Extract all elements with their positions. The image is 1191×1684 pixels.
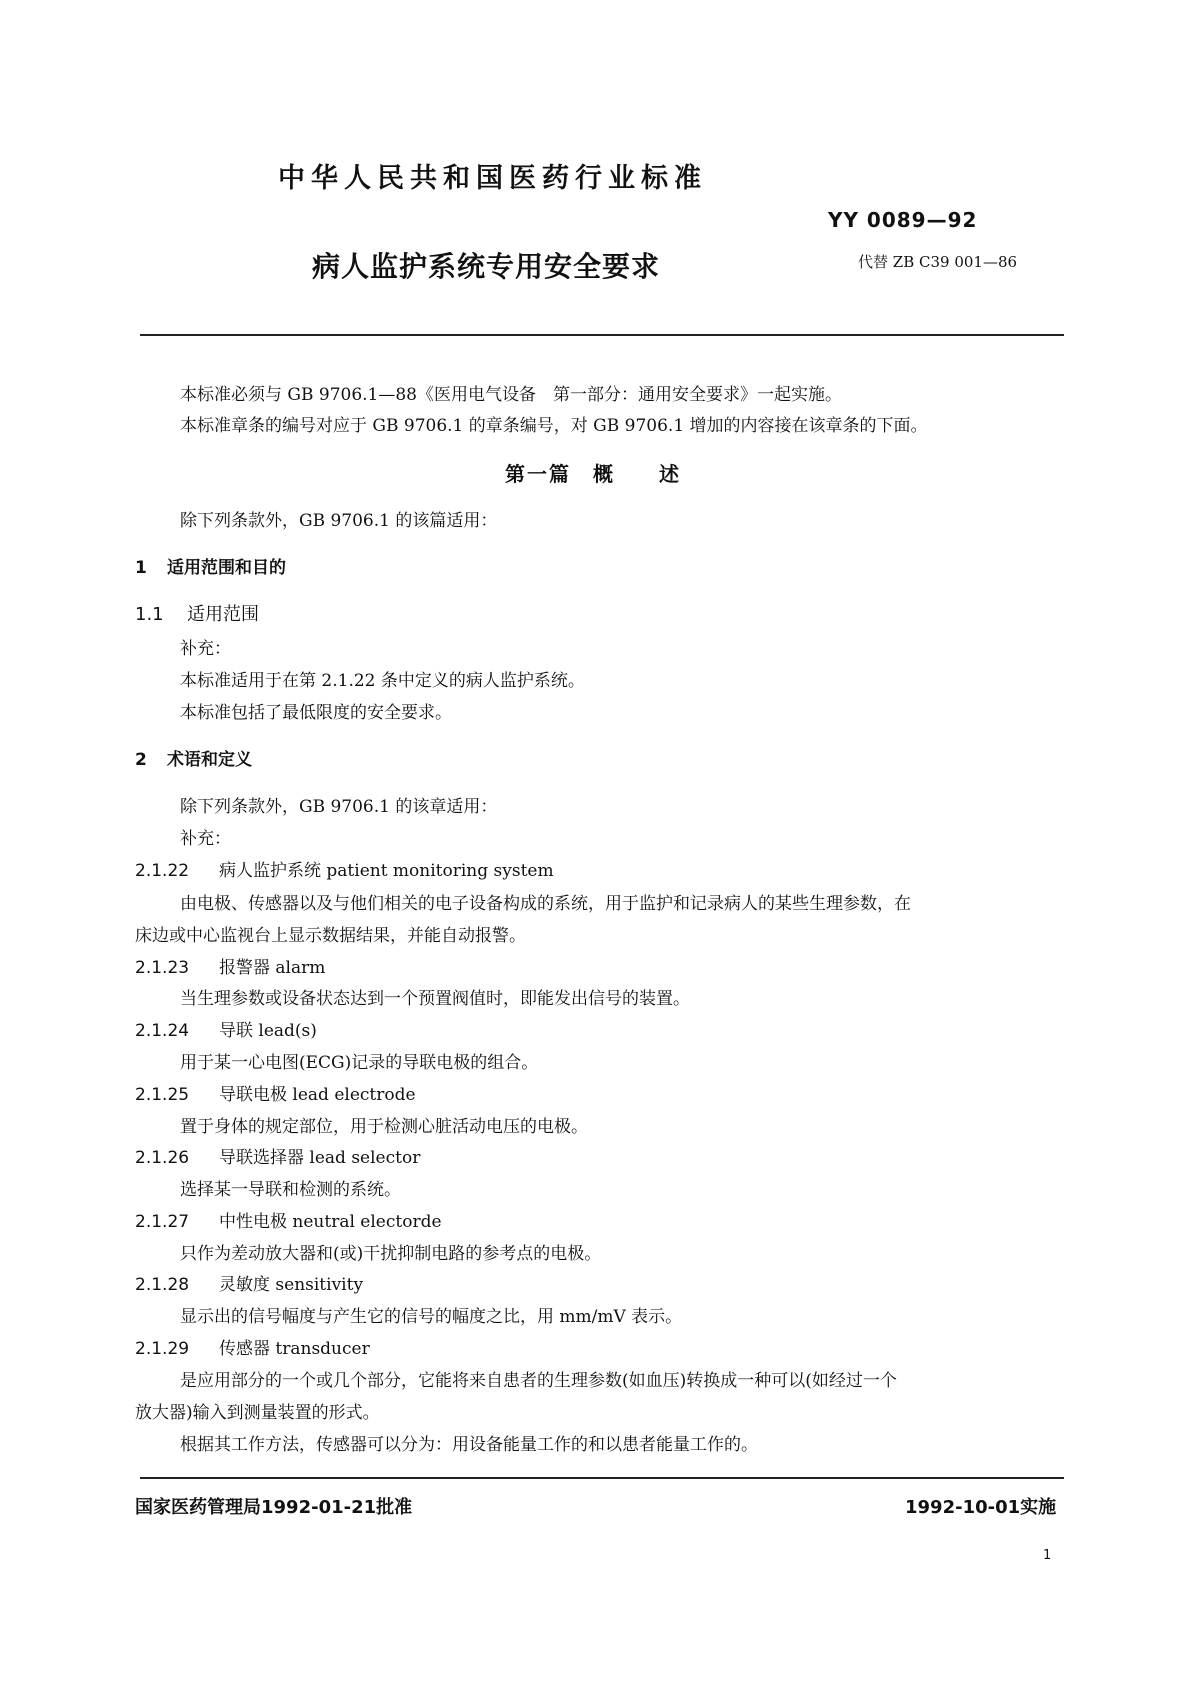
definition-text: 根据其工作方法，传感器可以分为：用设备能量工作的和以患者能量工作的。	[180, 1435, 758, 1455]
definition-heading	[135, 856, 554, 881]
definition-term: 导联选择器 lead selector	[219, 1148, 421, 1168]
section-number: 2	[135, 750, 147, 770]
definition-heading	[135, 1207, 442, 1232]
part-note: 除下列条款外，GB 9706.1 的该篇适用：	[180, 511, 498, 531]
definition-heading	[135, 1016, 317, 1041]
section-2-line: 补充：	[180, 829, 231, 849]
subsection-line: 本标准适用于在第 2.1.22 条中定义的病人监护系统。	[180, 671, 585, 691]
definition-term: 病人监护系统 patient monitoring system	[219, 861, 554, 881]
header-rule	[140, 334, 1064, 336]
section-2-line: 除下列条款外，GB 9706.1 的该章适用：	[180, 797, 498, 817]
definition-text: 床边或中心监视台上显示数据结果，并能自动报警。	[135, 926, 526, 946]
definition-text: 由电极、传感器以及与他们相关的电子设备构成的系统，用于监护和记录病人的某些生理参数，在	[180, 894, 911, 914]
intro-line-1: 本标准必须与 GB 9706.1—88《医用电气设备 第一部分：通用安全要求》一起实施。	[180, 385, 842, 405]
subsection-number: 1.1	[135, 604, 164, 625]
standard-code: YY 0089—92	[828, 208, 978, 232]
definition-text: 当生理参数或设备状态达到一个预置阀值时，即能发出信号的装置。	[180, 989, 690, 1009]
subsection-line: 补充：	[180, 639, 231, 659]
definition-number: 2.1.28	[135, 1275, 190, 1295]
definition-number: 2.1.22	[135, 861, 190, 881]
intro-line-2: 本标准章条的编号对应于 GB 9706.1 的章条编号，对 GB 9706.1 增加的内容接在该章条的下面。	[180, 416, 928, 436]
definition-number: 2.1.29	[135, 1339, 190, 1359]
replaces-note: 代替 ZB C39 001—86	[858, 253, 1018, 271]
section-title: 术语和定义	[167, 750, 252, 770]
definition-text: 置于身体的规定部位，用于检测心脏活动电压的电极。	[180, 1117, 588, 1137]
definition-term: 报警器 alarm	[219, 958, 326, 978]
section-2-heading	[135, 745, 252, 770]
footer-rule	[140, 1477, 1064, 1479]
definition-number: 2.1.25	[135, 1085, 190, 1105]
definition-text: 用于某一心电图(ECG)记录的导联电极的组合。	[180, 1053, 539, 1073]
definition-number: 2.1.23	[135, 958, 190, 978]
section-1-heading	[135, 553, 286, 578]
definition-text: 只作为差动放大器和(或)干扰抑制电路的参考点的电极。	[180, 1244, 602, 1264]
part-title: 第一篇 概 述	[505, 462, 681, 486]
standard-category: 中华人民共和国医药行业标准	[278, 163, 707, 194]
definition-term: 导联 lead(s)	[219, 1021, 317, 1041]
section-title: 适用范围和目的	[167, 558, 286, 578]
definition-number: 2.1.24	[135, 1021, 190, 1041]
implementation-date: 1992-10-01实施	[905, 1497, 1057, 1518]
section-number: 1	[135, 558, 147, 578]
definition-term: 灵敏度 sensitivity	[219, 1275, 364, 1295]
definition-number: 2.1.27	[135, 1212, 190, 1232]
definition-heading	[135, 1143, 420, 1168]
definition-heading	[135, 1270, 363, 1295]
document-title: 病人监护系统专用安全要求	[312, 250, 661, 283]
definition-text: 放大器)输入到测量装置的形式。	[135, 1403, 380, 1423]
subsection-title: 适用范围	[187, 604, 259, 625]
subsection-line: 本标准包括了最低限度的安全要求。	[180, 703, 452, 723]
page-number: 1	[1043, 1548, 1052, 1563]
definition-heading	[135, 1334, 370, 1359]
definition-text: 是应用部分的一个或几个部分，它能将来自患者的生理参数(如血压)转换成一种可以(如经过一个	[180, 1371, 897, 1391]
definition-heading	[135, 953, 325, 978]
definition-heading	[135, 1080, 416, 1105]
definition-number: 2.1.26	[135, 1148, 190, 1168]
definition-text: 显示出的信号幅度与产生它的信号的幅度之比，用 mm/mV 表示。	[180, 1307, 683, 1327]
definition-term: 中性电极 neutral electorde	[219, 1212, 442, 1232]
definition-term: 导联电极 lead electrode	[219, 1085, 416, 1105]
approval-line: 国家医药管理局1992-01-21批准	[135, 1497, 413, 1518]
definition-text: 选择某一导联和检测的系统。	[180, 1180, 401, 1200]
subsection-1-1-heading	[135, 600, 259, 626]
definition-term: 传感器 transducer	[219, 1339, 370, 1359]
